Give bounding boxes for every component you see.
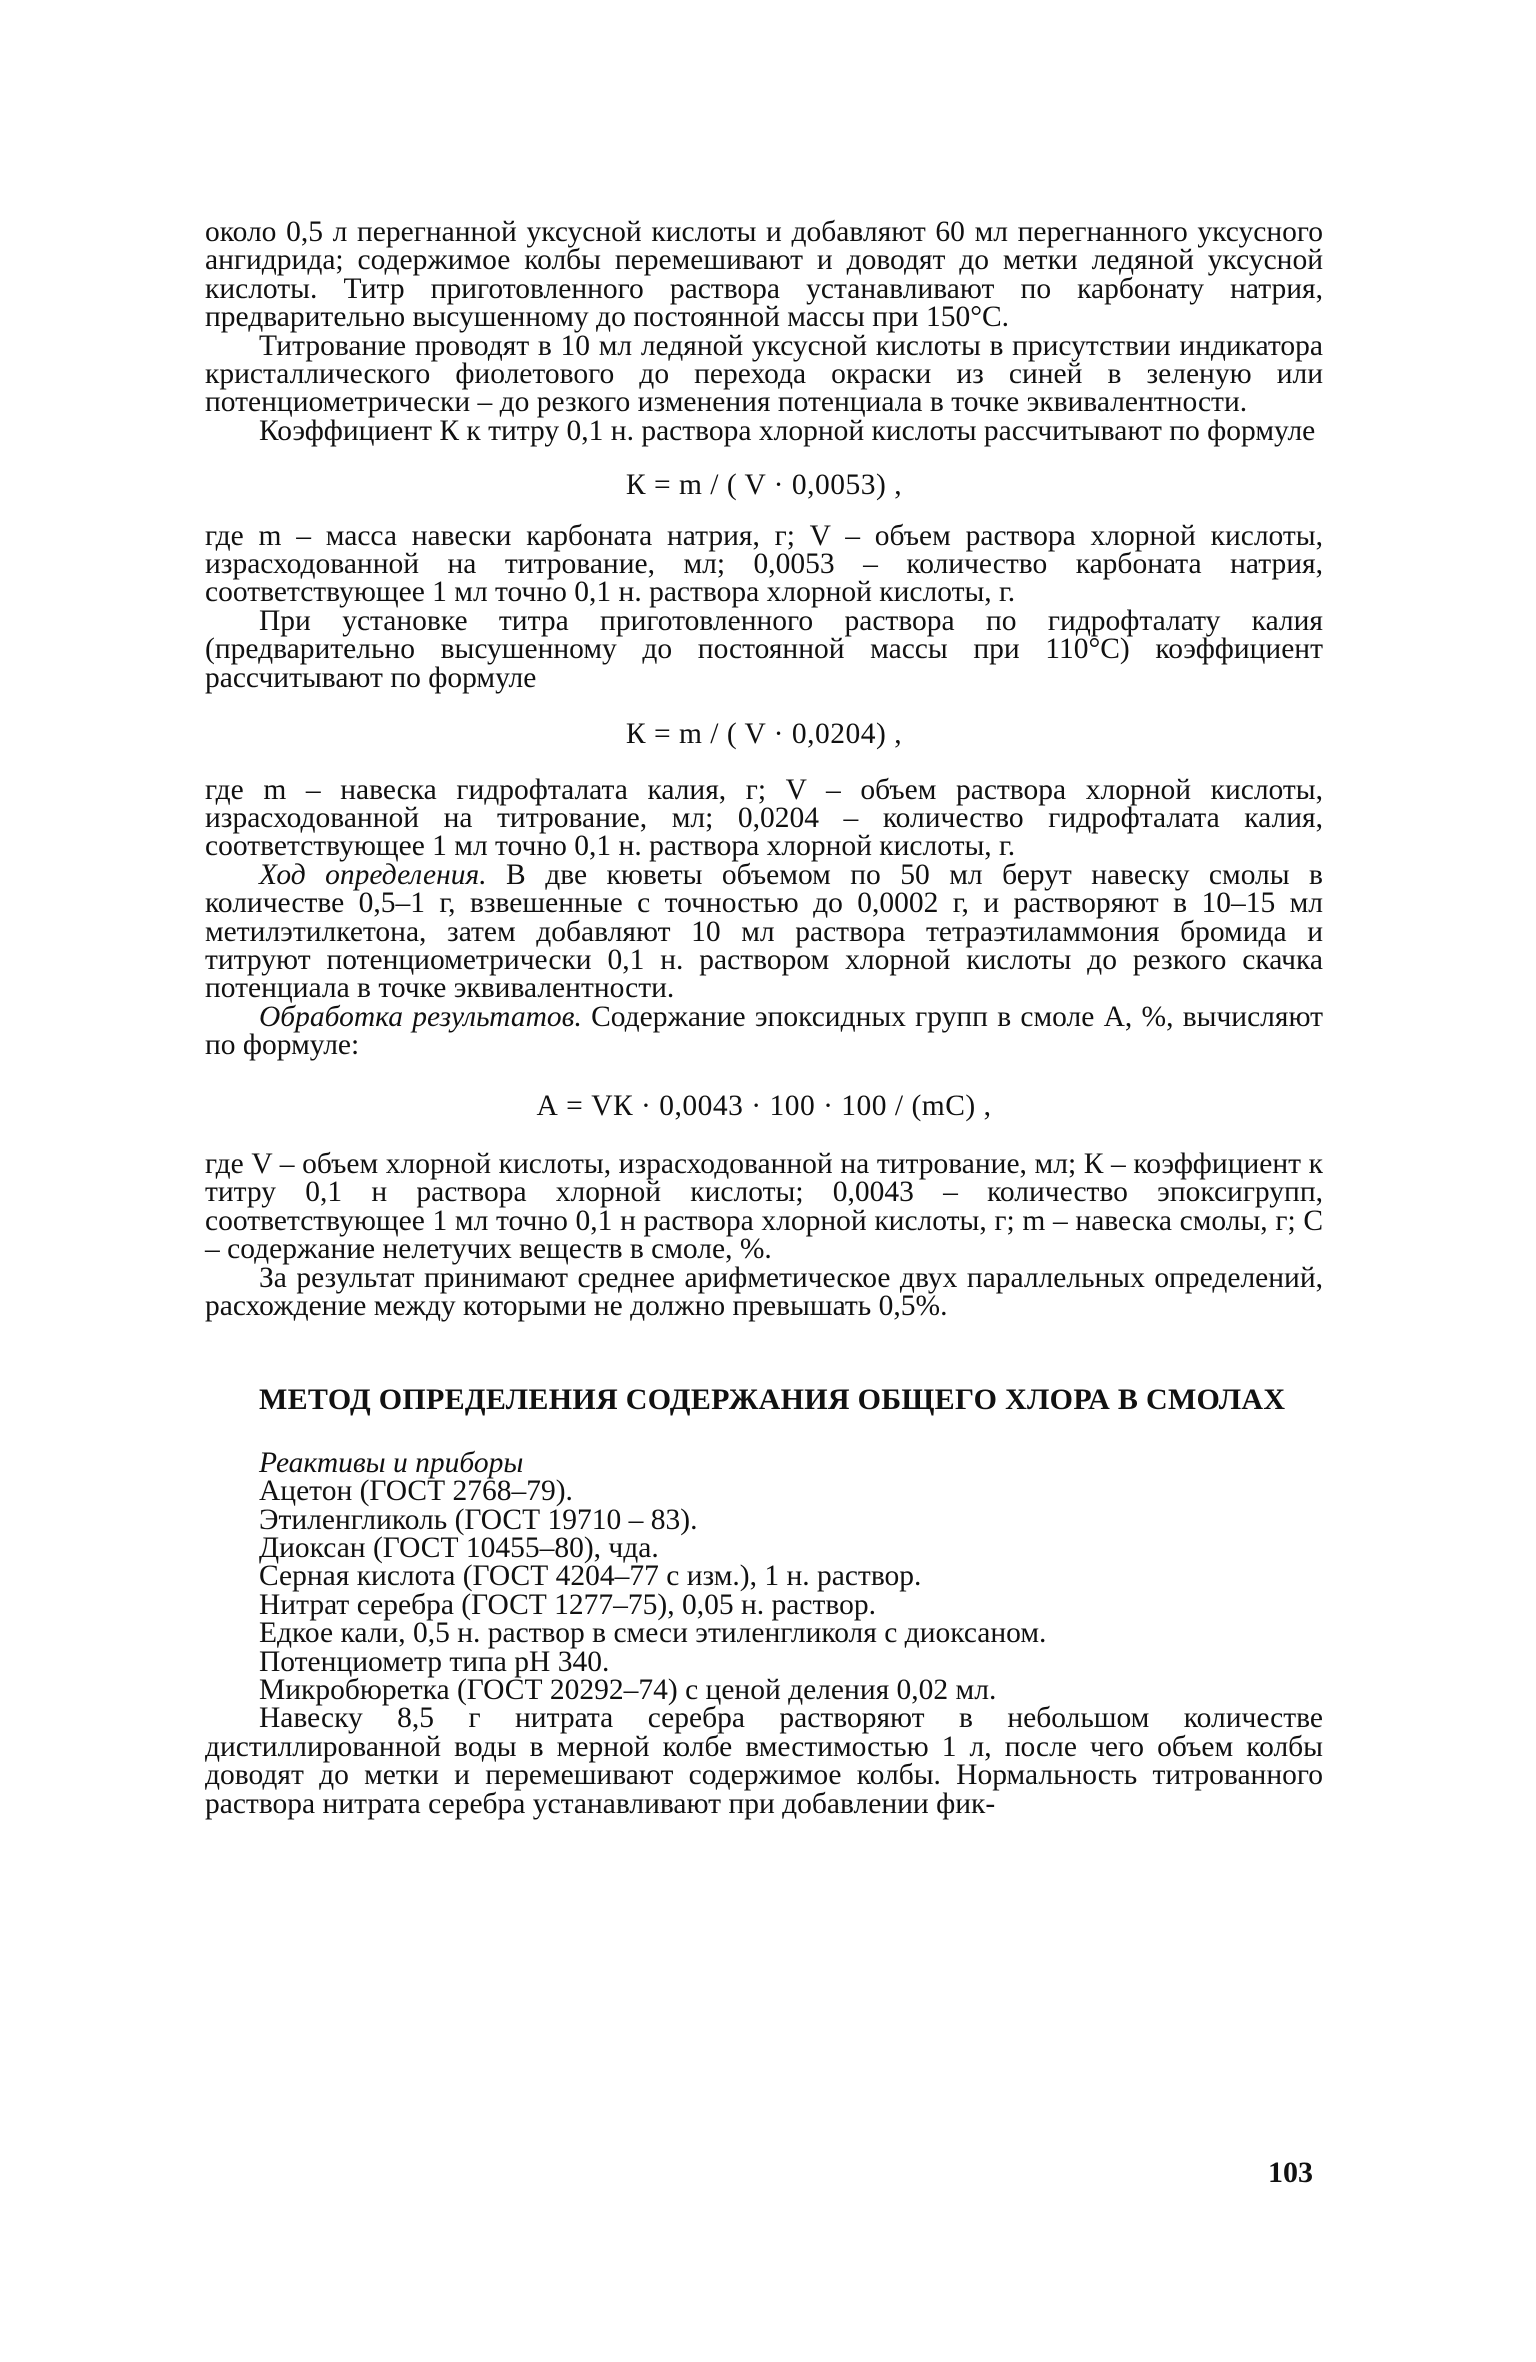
paragraph-procedure xyxy=(205,858,1323,1005)
reagents-heading: Реактивы и приборы xyxy=(259,1446,524,1479)
paragraph-coefficient: Коэффициент К к титру 0,1 н. раствора хлорной кислоты рассчитывают по формуле xyxy=(259,414,1316,447)
page-text-body xyxy=(205,218,1323,1818)
formula-legend-epoxide: где V – объем хлорной кислоты, израсходованной на титрование, мл; К – коэффициент к титру 0,1 н раствора хлорной кислоты; 0,0043 – количество эпоксигрупп, соответствующее 1 мл точно 0,1 н раствора хлорной кислоты, г; m – навеска смолы, г; С – содержание нелетучих веществ в смоле, %. xyxy=(205,1147,1323,1266)
reagent-item: Ацетон (ГОСТ 2768–79). xyxy=(259,1475,573,1508)
results-text: Содержание эпоксидных групп в смоле А, %, вычисляют по формуле: xyxy=(205,1000,1323,1062)
reagent-item: Этиленгликоль (ГОСТ 19710 – 83). xyxy=(259,1503,698,1536)
formula-coefficient-phthalate: К = m / ( V · 0,0204) , xyxy=(625,718,903,751)
results-lead: Обработка результатов. xyxy=(259,1000,582,1033)
section-heading: МЕТОД ОПРЕДЕЛЕНИЯ СОДЕРЖАНИЯ ОБЩЕГО ХЛОРА В СМОЛАХ xyxy=(259,1383,1286,1417)
reagent-item: Едкое кали, 0,5 н. раствор в смеси этиленгликоля с диоксаном. xyxy=(259,1617,1047,1650)
formula-epoxide-content: А = VК · 0,0043 · 100 · 100 / (mС) , xyxy=(536,1089,992,1122)
paragraph-result-average: За результат принимают среднее арифметическое двух параллельных определений, расхождение между которыми не должно превышать 0,5%. xyxy=(205,1261,1323,1322)
procedure-text: В две кюветы объемом по 50 мл берут навеску смолы в количестве 0,5–1 г, взвешенные с точностью до 0,0002 г, и растворяют в 10–15 мл метилэтилкетона, затем добавляют 10 мл раствора тетраэтиламмония бромида и титруют потенциометрически 0,1 н. раствором хлорной кислоты до резкого скачка потенциала в точке эквивалентности. xyxy=(205,858,1323,1005)
formula-coefficient-carbonate: К = m / ( V · 0,0053) , xyxy=(625,469,903,502)
formula-legend-phthalate: где m – навеска гидрофталата калия, г; V – объем раствора хлорной кислоты, израсходованной на титрование, мл; 0,0204 – количество гидрофталата калия, соответствующее 1 мл точно 0,1 н. раствора хлорной кислоты, г. xyxy=(205,773,1323,863)
page-number: 103 xyxy=(1268,2156,1313,2189)
reagent-item: Серная кислота (ГОСТ 4204–77 с изм.), 1 н. раствор. xyxy=(259,1560,922,1593)
procedure-lead: Ход определения. xyxy=(259,858,487,891)
paragraph-silver-nitrate: Навеску 8,5 г нитрата серебра растворяют в небольшом количестве дистиллированной воды в мерной колбе вместимостью 1 л, после чего объем колбы доводят до метки и перемешивают содержимое колбы. Нормальность титрованного раствора нитрата серебра устанавливают при добавлении фик- xyxy=(205,1702,1323,1820)
paragraph-results xyxy=(205,1000,1323,1062)
paragraph-intro: около 0,5 л перегнанной уксусной кислоты и добавляют 60 мл перегнанного уксусного ангидрида; содержимое колбы перемешивают и доводят до метки ледяной уксусной кислоты. Титр приготовленного раствора устанавливают по карбонату натрия, предварительно высушенному до постоянной массы при 150°С. xyxy=(205,216,1323,334)
paragraph-phthalate: При установке титра приготовленного раствора по гидрофталату калия (предварительно высушенному до постоянной массы при 110°С) коэффициент рассчитывают по формуле xyxy=(205,604,1323,694)
formula-legend-carbonate: где m – масса навески карбоната натрия, г; V – объем раствора хлорной кислоты, израсходованной на титрование, мл; 0,0053 – количество карбоната натрия, соответствующее 1 мл точно 0,1 н. раствора хлорной кислоты, г. xyxy=(205,519,1323,609)
reagent-item: Потенциометр типа рН 340. xyxy=(259,1645,610,1678)
reagent-item: Диоксан (ГОСТ 10455–80), чда. xyxy=(259,1532,659,1565)
reagent-item: Нитрат серебра (ГОСТ 1277–75), 0,05 н. раствор. xyxy=(259,1588,876,1621)
reagent-item: Микробюретка (ГОСТ 20292–74) с ценой деления 0,02 мл. xyxy=(259,1674,997,1707)
paragraph-titration: Титрование проводят в 10 мл ледяной уксусной кислоты в присутствии индикатора кристаллического фиолетового до перехода окраски из синей в зеленую или потенциометрически – до резкого изменения потенциала в точке эквивалентности. xyxy=(205,329,1323,419)
